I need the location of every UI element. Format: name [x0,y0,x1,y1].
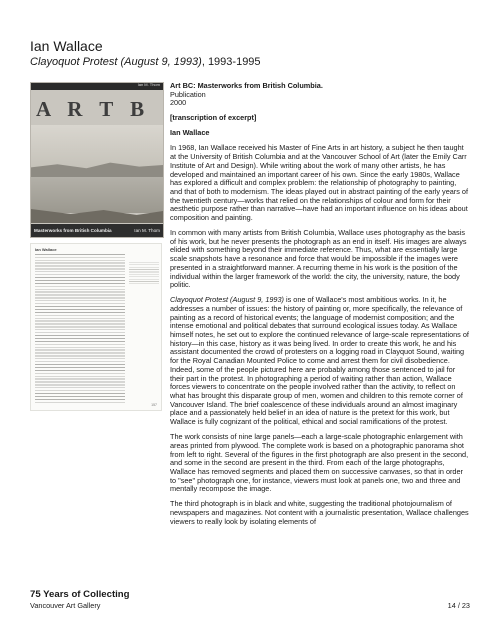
cover-sky [31,125,163,171]
page-indicator: 14 / 23 [447,601,470,610]
article-body [170,82,470,533]
book-page-text-lines [35,254,125,404]
footer-title: 75 Years of Collecting [30,589,130,600]
book-cover-image [30,82,164,238]
cover-publisher-mark: Ian M. Thom [134,228,160,233]
artwork-title: Clayoquot Protest (August 9, 1993) [30,56,202,68]
cover-top-strip [31,83,163,90]
footer-subtitle: Vancouver Art Gallery [30,601,101,610]
artwork-heading [30,55,470,69]
paragraph-5: The third photograph is in black and white, suggesting the traditional photojournalism of newspapers and magazines. Not content with a journalistic presentation, Wallace challenges viewers to really look by isolating elements of [170,499,469,526]
excerpt-note: [transcription of excerpt] [170,113,257,123]
paragraph-2: In common with many artists from British Columbia, Wallace uses photography as the basis of his work, but he never presents the photograph as an end in itself. His images are always elided with something beyond their immediate reference. Thus, what are essentially large scale snapshots have a resonance and force that would be impossible if the images were presented in a straightforward manner. A recurring theme in his work is the position of the individual within the larger framework of the world: the city, the university, nature, the body politic. [170,228,467,290]
artist-name: Ian Wallace [30,38,103,54]
cover-top-strip-text: Ian M. Thom [137,82,160,87]
book-page-caption [129,262,159,284]
paragraph-3-artwork-title: Clayoquot Protest (August 9, 1993) [170,295,284,305]
cover-footer-title: Masterworks from British Columbia [34,228,112,233]
publication-year: 2000 [170,98,187,108]
book-page-image [30,243,162,411]
page-footer [30,589,470,610]
artwork-dates: , 1993-1995 [201,56,261,68]
book-page-number: 157 [151,403,157,407]
paragraph-3 [170,296,470,427]
cover-water [31,177,163,213]
page-header [30,38,470,69]
paragraph-1: In 1968, Ian Wallace received his Master of Fine Arts in art history, a subject he then taught at the University of British Columbia and at the Vancouver School of Art (later the Emily Carr Institute of Art and Design). While writing about the work of many other artists, he has developed and maintained an important career of his own. Since the early 1980s, Wallace has explored a difficult and complex problem: the relationship of photography to painting, and that of both to modernism. The ideas played out in abstract painting of the early years of the twentieth century—works that relied on the relationships of colour and form for their aesthetic purpose rather than narrative—have had an important influence on his ideas about composition and painting. [170,143,469,223]
cover-letters: A R T B [36,97,151,121]
publication-type: Publication [170,89,206,99]
publication-title: Art BC: Masterworks from British Columbia. [170,81,323,90]
article-byline: Ian Wallace [170,128,210,138]
book-page-label: Ian Wallace [35,247,57,252]
paragraph-4: The work consists of nine large panels—each a large-scale photographic enlargement with areas printed from plywood. The complete work is based on a photographic panorama shot from left to right. Several of the figures in the first photograph are also present in the second, and some in the second are present in the third. From each of the large photographs, Wallace has removed segments and placed them on successive canvases, so that in order to "see" photograph one, for instance, viewers must look at panels one, two and three and mentally recompose the image. [170,432,469,494]
paragraph-3-text: is one of Wallace's most ambitious works. In it, he addresses a number of issues: the history of painting or, more specifically, the relevance of painting as a record of historical events; the language of modernist composition; and the intense emotional and political debates that surround ecological issues today. As Wallace himself notes, he set out to explore the continued relevance of large-scale representations of history—in this case, history as it was being lived. In order to create this work, he and his assistant documented the crowd of protesters on a logging road in Clayquot Sound, waiting for the Royal Canadian Mounted Police to come and arrest them for civil disobedience. Indeed, some of the people pictured here are probably among those sentenced to jail for their part in the protest. In photographing a period of waiting rather than action, Wallace forces viewers to concentrate on the people involved rather than the activity, to reflect on what has brought this disparate group of men, women and children to this remote corner of Vancouver Island. The brief coalescence of these individuals around an almost imaginary place and a passionately held belief in an idea of nature is the pretext for this work, but Wallace is fully cognizant of the political, ethical and social ramifications of the protest. [170,295,469,427]
publication-meta [170,82,470,108]
cover-footer [31,224,163,237]
